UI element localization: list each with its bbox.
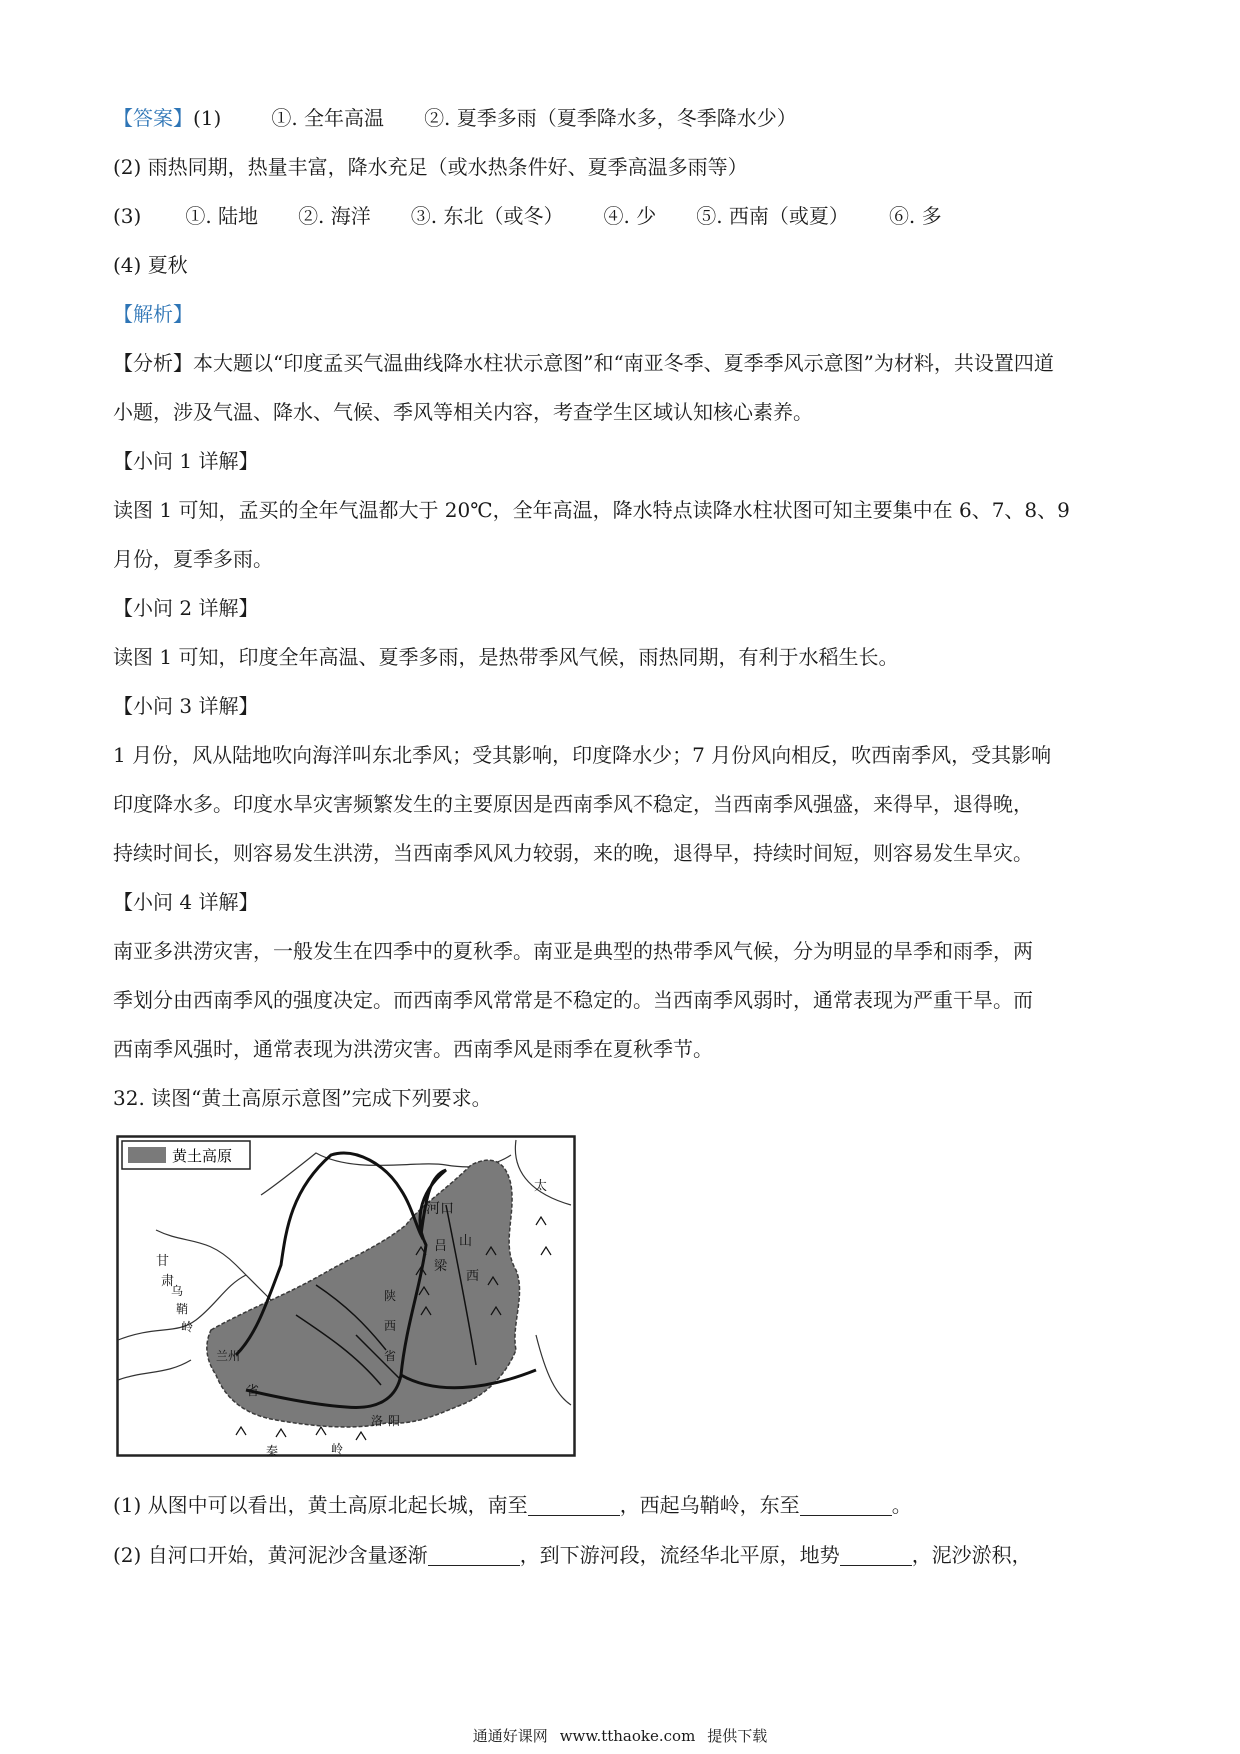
sub3-text-1: 1 月份，风从陆地吹向海洋叫东北季风；受其影响，印度降水少；7 月份风向相反，吹西南季风，受其影响 xyxy=(113,743,1052,767)
sub1-text-1: 读图 1 可知，孟买的全年气温都大于 20℃，全年高温，降水特点读降水柱状图可知主要集中在 6、7、8、9 xyxy=(113,498,1070,522)
map-label: 洛 xyxy=(371,1414,384,1428)
sub1-title: 【小问 1 详解】 xyxy=(113,449,259,473)
answer-q3-item: ②. 海洋 xyxy=(298,204,371,228)
answer-q2: (2) 雨热同期，热量丰富，降水充足（或水热条件好、夏季高温多雨等） xyxy=(113,155,748,179)
answer-line-3 xyxy=(113,202,942,230)
map-label: 陕 xyxy=(384,1289,397,1303)
question32-q1 xyxy=(113,1491,912,1519)
answer-q1-number: (1) xyxy=(193,106,222,130)
q1-blank-east[interactable] xyxy=(800,1495,892,1516)
map-legend-label: 黄土高原 xyxy=(172,1147,233,1165)
map-label: 西 xyxy=(384,1319,397,1333)
sub1-text-2: 月份，夏季多雨。 xyxy=(113,547,273,571)
sub4-text-1: 南亚多洪涝灾害，一般发生在四季中的夏秋季。南亚是典型的热带季风气候，分为明显的旱季和雨季，两 xyxy=(113,939,1033,963)
answer-line-1 xyxy=(113,104,797,132)
analysis-overview-2: 小题，涉及气温、降水、气候、季风等相关内容，考查学生区域认知核心素养。 xyxy=(113,400,813,424)
sub3-text-3: 持续时间长，则容易发生洪涝，当西南季风风力较弱，来的晚，退得早，持续时间短，则容易发生旱灾。 xyxy=(113,841,1033,865)
loess-plateau-map xyxy=(116,1135,576,1457)
page-footer xyxy=(0,1725,1240,1747)
question32-stem: 32. 读图“黄土高原示意图”完成下列要求。 xyxy=(113,1086,492,1110)
question32-q2 xyxy=(113,1541,1032,1569)
answer-q3-item: ①. 陆地 xyxy=(185,204,259,228)
analysis-tag: 【解析】 xyxy=(113,302,193,326)
answer-q3-item: ③. 东北（或冬） xyxy=(410,204,564,228)
map-label-hekou: 河口 xyxy=(426,1201,454,1217)
map-label: 山 xyxy=(459,1234,473,1249)
answer-q3-number: (3) xyxy=(113,204,142,228)
map-label: 乌 xyxy=(171,1284,184,1298)
footer-suffix: 提供下载 xyxy=(707,1727,768,1745)
map-label: 鞘 xyxy=(176,1302,189,1316)
map-label: 梁 xyxy=(434,1259,448,1274)
q2-text-b: ，到下游河段，流经华北平原，地势 xyxy=(519,1543,840,1567)
map-label: 甘 xyxy=(156,1254,170,1269)
answer-q1-a: ①. 全年高温 xyxy=(271,106,385,130)
answer-q3-item: ⑤. 西南（或夏） xyxy=(696,204,849,228)
q2-blank-sediment[interactable] xyxy=(428,1545,520,1566)
sub4-text-3: 西南季风强时，通常表现为洪涝灾害。西南季风是雨季在夏秋季节。 xyxy=(113,1037,713,1061)
q1-text-a: (1) 从图中可以看出，黄土高原北起长城，南至 xyxy=(113,1493,528,1517)
footer-url[interactable]: www.tthaoke.com xyxy=(559,1727,696,1745)
sub3-title: 【小问 3 详解】 xyxy=(113,694,259,718)
map-label: 西 xyxy=(466,1269,480,1284)
map-legend-swatch xyxy=(128,1147,166,1163)
q2-text-c: ，泥沙淤积， xyxy=(911,1543,1032,1567)
q2-text-a: (2) 自河口开始，黄河泥沙含量逐渐 xyxy=(113,1543,428,1567)
map-label: 阳 xyxy=(388,1414,401,1428)
map-label: 岭 xyxy=(331,1442,344,1456)
map-label: 省 xyxy=(246,1384,260,1399)
map-label: 吕 xyxy=(434,1239,448,1254)
answer-q4: (4) 夏秋 xyxy=(113,253,188,277)
analysis-overview-1: 【分析】本大题以“印度孟买气温曲线降水柱状示意图”和“南亚冬季、夏季季风示意图”为材料，共设置四道 xyxy=(113,351,1054,375)
map-label: 太 xyxy=(534,1179,548,1194)
sub4-text-2: 季划分由西南季风的强度决定。而西南季风常常是不稳定的。当西南季风弱时，通常表现为严重干旱。而 xyxy=(113,988,1033,1012)
q1-blank-south[interactable] xyxy=(528,1495,620,1516)
map-label: 岭 xyxy=(181,1320,194,1334)
q1-text-b: ，西起乌鞘岭，东至 xyxy=(619,1493,800,1517)
q2-blank-terrain[interactable] xyxy=(840,1545,912,1566)
map-label: 省 xyxy=(384,1349,397,1363)
sub3-text-2: 印度降水多。印度水旱灾害频繁发生的主要原因是西南季风不稳定，当西南季风强盛，来得早，退得晚， xyxy=(113,792,1033,816)
answer-q3-item: ④. 少 xyxy=(603,204,657,228)
map-label: 秦 xyxy=(266,1444,279,1457)
sub4-title: 【小问 4 详解】 xyxy=(113,890,259,914)
map-label: 肃 xyxy=(161,1274,175,1289)
sub2-title: 【小问 2 详解】 xyxy=(113,596,259,620)
answer-q1-b: ②. 夏季多雨（夏季降水多，冬季降水少） xyxy=(424,106,797,130)
sub2-text-1: 读图 1 可知，印度全年高温、夏季多雨，是热带季风气候，雨热同期，有利于水稻生长。 xyxy=(113,645,899,669)
q1-text-c: 。 xyxy=(891,1493,912,1517)
answer-tag: 【答案】 xyxy=(113,106,193,130)
answer-q3-item: ⑥. 多 xyxy=(888,204,942,228)
map-label-lanzhou: 兰州 xyxy=(216,1349,241,1363)
footer-site-name: 通通好课网 xyxy=(472,1727,548,1745)
